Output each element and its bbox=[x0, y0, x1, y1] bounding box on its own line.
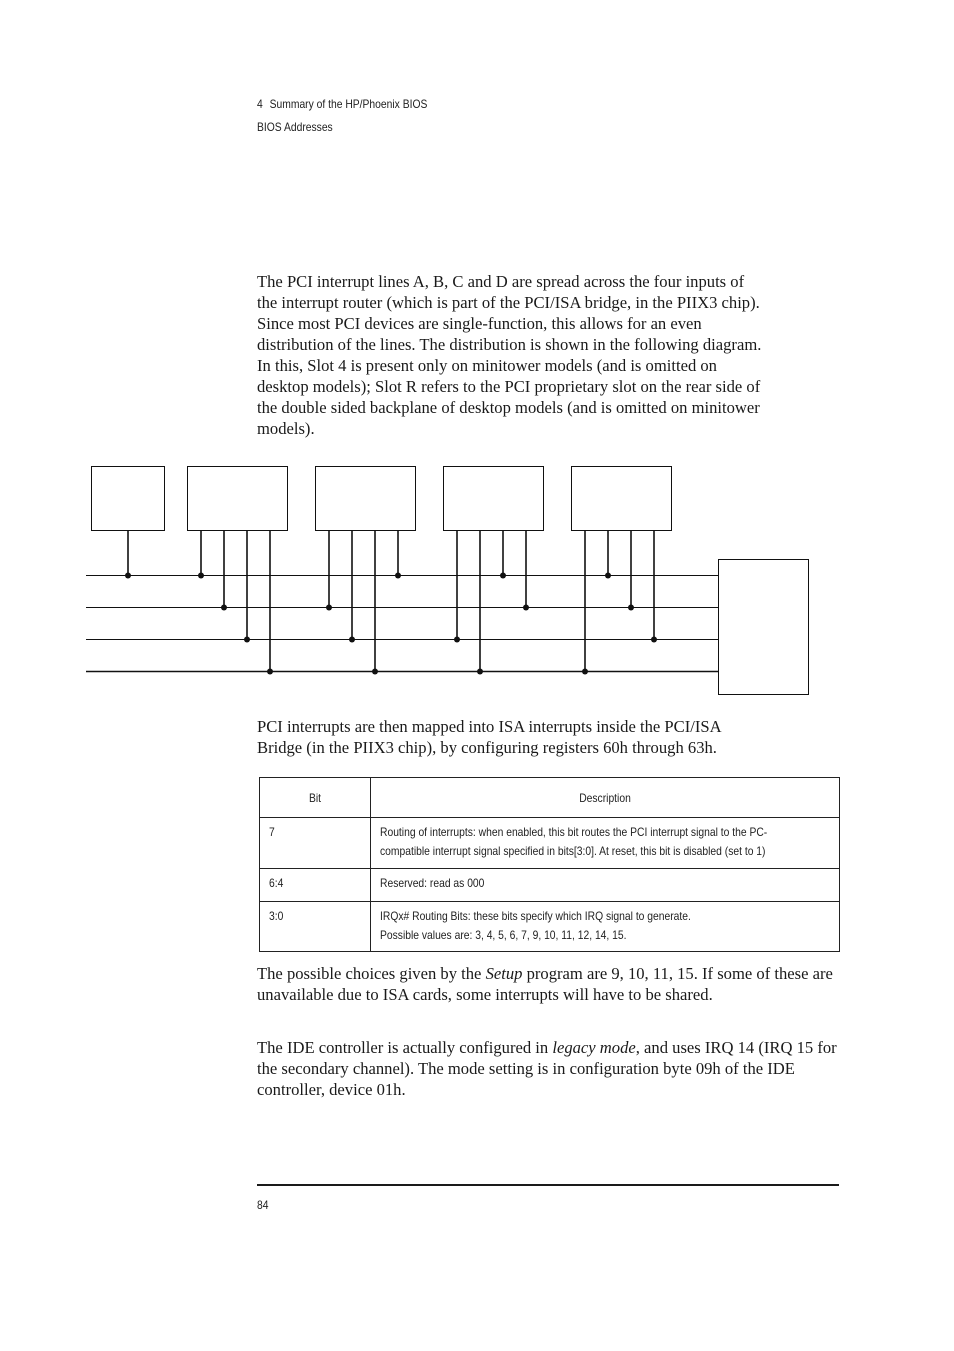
junction-dot bbox=[605, 573, 611, 579]
mapping-line: Bridge (in the PIIX3 chip), by configuring registers 60h through 63h. bbox=[257, 738, 717, 757]
setup-term: Setup bbox=[485, 964, 523, 983]
interrupt-router-box bbox=[719, 560, 809, 695]
bit-cell: 3:0 bbox=[260, 902, 371, 952]
table-row bbox=[260, 818, 840, 869]
slot-box bbox=[92, 467, 165, 531]
legacy-mode-term: legacy mode bbox=[552, 1038, 636, 1057]
slot-box bbox=[572, 467, 672, 531]
junction-dot bbox=[244, 637, 250, 643]
table-row bbox=[260, 902, 840, 952]
junction-dot bbox=[500, 573, 506, 579]
running-header-section: BIOS Addresses bbox=[257, 120, 333, 134]
choices-paragraph: The possible choices given by the Setup program are 9, 10, 11, 15. If some of these are unavailable due to ISA cards, some interrupts will have to be shared. bbox=[257, 964, 833, 1004]
junction-dot bbox=[523, 605, 529, 611]
chapter-title: Summary of the HP/Phoenix BIOS bbox=[269, 97, 428, 111]
column-header-description: Description bbox=[370, 778, 839, 818]
ide-paragraph: The IDE controller is actually configured in legacy mode, and uses IRQ 14 (IRQ 15 for the secondary channel). The mode setting is in configuration byte 09h of the IDE controller, device 01h. bbox=[257, 1038, 837, 1099]
chapter-number: 4 bbox=[257, 97, 263, 111]
description-cell bbox=[370, 869, 839, 902]
intro-line: The PCI interrupt lines A, B, C and D are spread across the four inputs of bbox=[257, 272, 745, 291]
description-line: Routing of interrupts: when enabled, this bit routes the PCI interrupt signal to the PC- bbox=[379, 825, 767, 839]
table-header-row bbox=[260, 778, 840, 818]
mapping-line: PCI interrupts are then mapped into ISA interrupts inside the PCI/ISA bbox=[257, 717, 722, 736]
intro-line: desktop models); Slot R refers to the PCI proprietary slot on the rear side of bbox=[257, 377, 761, 396]
intro-line: the interrupt router (which is part of the PCI/ISA bridge, in the PIIX3 chip). bbox=[257, 293, 760, 312]
junction-dot bbox=[651, 637, 657, 643]
junction-dot bbox=[628, 605, 634, 611]
junction-dot bbox=[372, 669, 378, 675]
junction-dot bbox=[349, 637, 355, 643]
description-line: Reserved: read as 000 bbox=[379, 876, 485, 890]
junction-dot bbox=[221, 605, 227, 611]
bit-cell: 7 bbox=[260, 818, 371, 869]
description-line: Possible values are: 3, 4, 5, 6, 7, 9, 10, 11, 12, 14, 15. bbox=[379, 928, 627, 942]
intro-line: Since most PCI devices are single-function, this allows for an even bbox=[257, 314, 702, 333]
junction-dot bbox=[326, 605, 332, 611]
routing-register-table bbox=[259, 777, 840, 952]
description-line: compatible interrupt signal specified in bits[3:0]. At reset, this bit is disabled (set to 1) bbox=[379, 844, 766, 858]
column-header-bit: Bit bbox=[260, 778, 371, 818]
junction-dot bbox=[395, 573, 401, 579]
slot-box bbox=[316, 467, 416, 531]
slot-box bbox=[444, 467, 544, 531]
bit-cell: 6:4 bbox=[260, 869, 371, 902]
slot-box bbox=[188, 467, 288, 531]
mapping-paragraph bbox=[257, 716, 841, 758]
intro-line: distribution of the lines. The distribution is shown in the following diagram. bbox=[257, 335, 762, 354]
table-row bbox=[260, 869, 840, 902]
intro-line: models). bbox=[257, 419, 315, 438]
junction-dot bbox=[125, 573, 131, 579]
junction-dot bbox=[198, 573, 204, 579]
page-number: 84 bbox=[257, 1198, 269, 1212]
description-cell bbox=[370, 902, 839, 952]
description-cell bbox=[370, 818, 839, 869]
junction-dot bbox=[582, 669, 588, 675]
junction-dot bbox=[477, 669, 483, 675]
description-line: IRQx# Routing Bits: these bits specify which IRQ signal to generate. bbox=[379, 909, 691, 923]
intro-line: the double sided backplane of desktop models (and is omitted on minitower bbox=[257, 398, 760, 417]
junction-dot bbox=[454, 637, 460, 643]
junction-dot bbox=[267, 669, 273, 675]
footer-rule bbox=[257, 1184, 839, 1186]
intro-line: In this, Slot 4 is present only on minitower models (and is omitted on bbox=[257, 356, 717, 375]
